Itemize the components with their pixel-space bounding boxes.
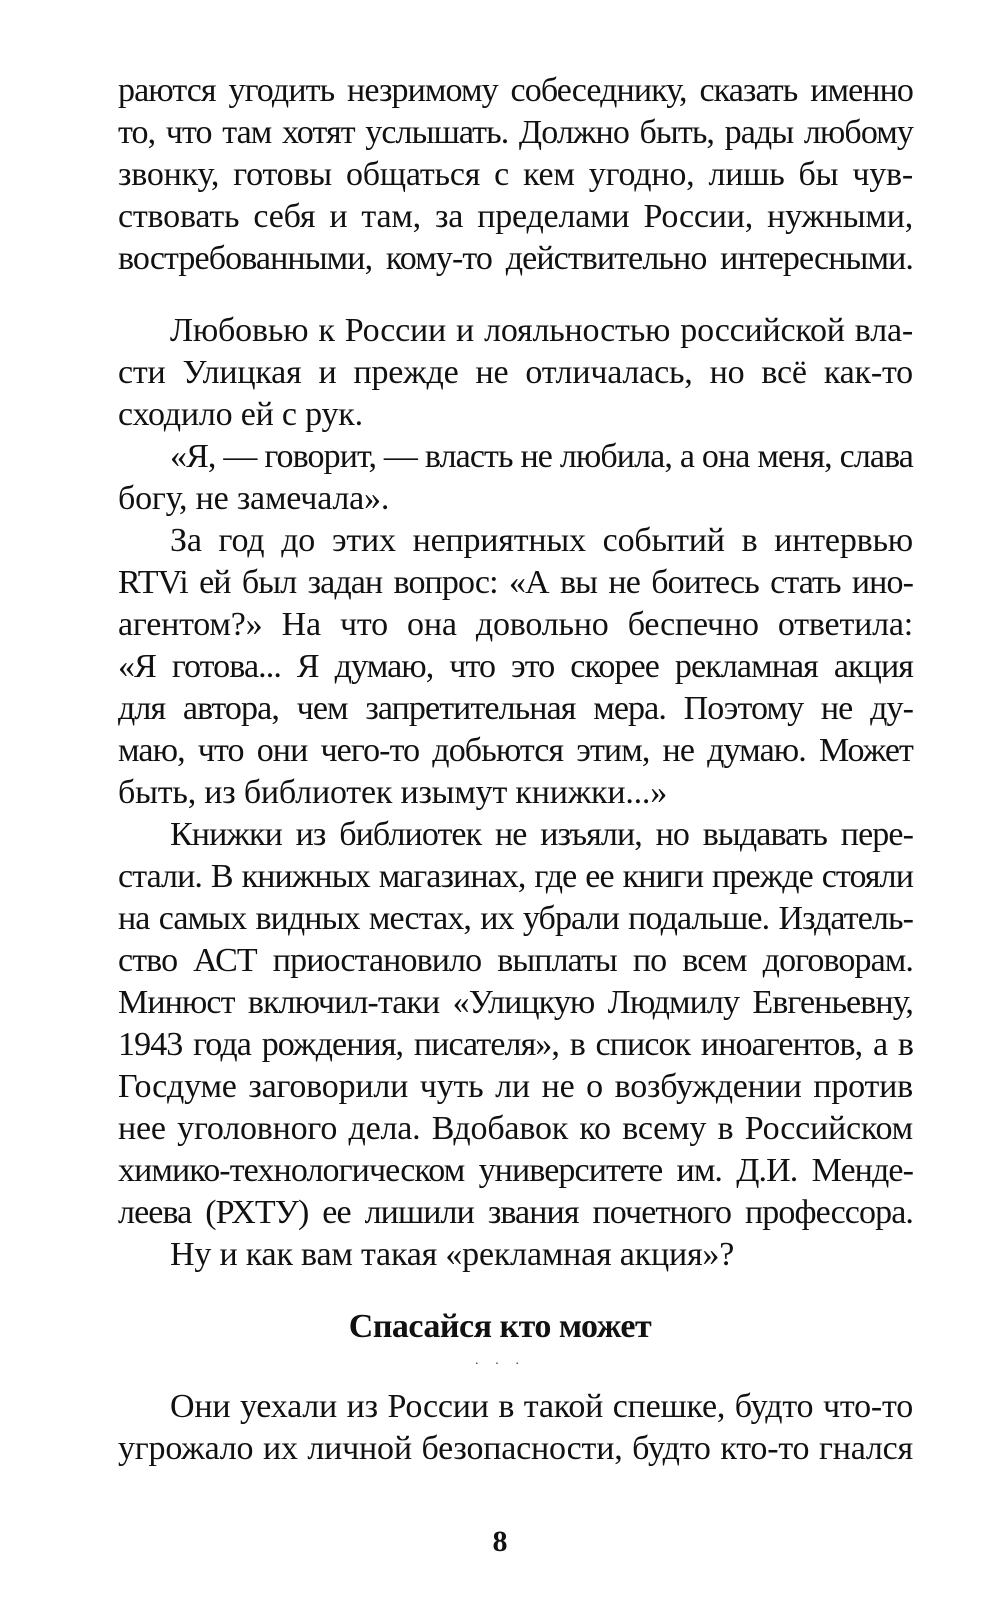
text-line: то, что там хотят услышать. Должно быть, рады любому — [118, 114, 913, 151]
text-line: Книжки из библиотек не изъяли, но выдавать пере- — [170, 816, 913, 853]
text-line: 1943 года рождения, писателя», в список иноагентов, а в — [118, 1026, 913, 1063]
text-line: За год до этих неприятных событий в интервью — [170, 522, 913, 559]
text-line: Госдуме заговорили чуть ли не о возбуждении против — [118, 1068, 913, 1105]
text-line: звонку, готовы общаться с кем угодно, лишь бы чув- — [118, 156, 913, 193]
text-line: угрожало их личной безопасности, будто кто-то гнался — [118, 1430, 913, 1467]
section-separator: · · · — [474, 1357, 526, 1372]
text-line: RTVi ей был задан вопрос: «А вы не боитесь стать ино- — [118, 564, 913, 601]
main-text — [118, 310, 913, 1276]
text-line: сходило ей с рук. — [118, 396, 363, 433]
paragraph-continuation — [118, 70, 913, 280]
text-line: химико-технологическом университете им. Д.И. Менде- — [118, 1152, 913, 1189]
text-line: агентом?» На что она довольно беспечно ответила: — [118, 606, 913, 643]
text-line: богу, не замечала». — [118, 480, 390, 517]
text-line: нее уголовного дела. Вдобавок ко всему в Российском — [118, 1110, 913, 1147]
text-line: быть, из библиотек изымут книжки...» — [118, 774, 668, 811]
text-line: леева (РХТУ) ее лишили звания почетного профессора. — [118, 1194, 913, 1231]
section-text — [118, 1386, 913, 1470]
text-line: востребованными, кому-то действительно интересными. — [118, 240, 913, 277]
page-number: 8 — [492, 1525, 508, 1558]
text-line: ство АСТ приостановило выплаты по всем договорам. — [118, 942, 913, 979]
text-line: на самых видных местах, их убрали подальше. Издатель- — [118, 900, 913, 937]
text-line: Любовью к России и лояльностью российской вла- — [170, 312, 913, 349]
text-line: стали. В книжных магазинах, где ее книги прежде стояли — [118, 858, 913, 895]
text-line: «Я, — говорит, — власть не любила, а она меня, слава — [170, 438, 913, 475]
text-line: для автора, чем запретительная мера. Поэтому не ду- — [118, 690, 913, 727]
text-line: Ну и как вам такая «рекламная акция»? — [170, 1236, 735, 1273]
section-heading: Спасайся кто может — [348, 1308, 652, 1345]
text-line: раются угодить незримому собеседнику, сказать именно — [118, 72, 913, 109]
text-line: «Я готова... Я думаю, что это скорее рекламная акция — [118, 648, 913, 685]
text-line: Минюст включил-таки «Улицкую Людмилу Евгеньевну, — [118, 984, 913, 1021]
text-line: сти Улицкая и прежде не отличалась, но всё как-то — [118, 354, 913, 391]
text-line: маю, что они чего-то добьются этим, не думаю. Может — [118, 732, 913, 769]
text-line: Они уехали из России в такой спешке, будто что-то — [170, 1388, 913, 1425]
text-line: ствовать себя и там, за пределами России, нужными, — [118, 198, 913, 235]
